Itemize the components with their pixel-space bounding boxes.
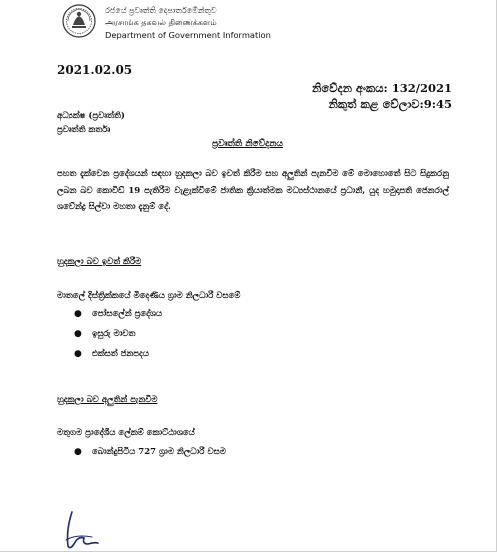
lifted-areas-list [74, 307, 162, 367]
document-title: ප්‍රවෘත්ති නිවේදනය [212, 139, 283, 149]
handwritten-signature-icon [58, 510, 114, 550]
list-item: ● බොන්දුපිටිය 727 ග්‍රාම නිලධාරී වසම [74, 447, 226, 457]
bullet-icon: ● [74, 447, 82, 457]
body-paragraph: පහත දැක්වෙන ප්‍රදේශයන් සඳහා හුදකලා බව ඉවත් කිරීම සහ අලුතින් පැනවීම මේ මොහොතේ සිට සිදුකරනු ලබන බව කොවිඩ් 19 පැතිරීම වැළැක්වීමේ ජාතික ක්‍රියාත්මක මධ්‍යස්ථානයේ ප්‍රධානී, යුද හමුදාපති ජෙනරාල් ශවේන්ද්‍ර සිල්වා මහතා දැනුම් දේ. [57, 169, 449, 212]
bullet-icon: ● [74, 329, 82, 339]
department-name-english: Department of Government Information [105, 30, 271, 40]
list-item: ● පෝසලේන් ප්‍රදේශය [74, 309, 163, 319]
bullet-icon: ● [74, 349, 82, 359]
release-number: නිවේදන අංකය: 132/2021 [312, 81, 452, 95]
list-item: ● එක්සත් ජනපදය [74, 349, 149, 359]
department-name-tamil: அரசாங்க தகவல் திணைக்களம் [105, 18, 217, 27]
bullet-icon: ● [74, 309, 82, 319]
isolated-areas-list [74, 445, 226, 465]
section-subheading-district: මාතලේ දිස්ත්‍රික්කයේ මීදෙණිය ග්‍රාම නිලධාරී වසමේ [57, 291, 241, 301]
department-name-sinhala: රජයේ ප්‍රවෘත්ති දෙපාර්තමේන්තුව [105, 6, 217, 15]
release-date: 2021.02.05 [57, 63, 133, 77]
section-heading-lifting-isolation: හුදකලා බව ඉවත් කිරීම [57, 257, 142, 267]
list-item: ● ඉසුරු මාවත [74, 329, 136, 339]
section-subheading-division: මතුගම ප්‍රාදේශීය ලේකම් කොට්ඨාශයේ [57, 428, 195, 438]
addressee-editor: ප්‍රවෘත්ති කර්තෘ [57, 125, 111, 135]
release-time: නිකුත් කළ වේලාව:9:45 [328, 97, 452, 111]
sri-lanka-emblem-icon [62, 3, 96, 39]
addressee-director: අධ්‍යක්ෂ (ප්‍රවෘත්ති) [57, 111, 125, 121]
section-heading-new-isolation: හුදකලා බව අලුතින් පැනවීම [57, 395, 158, 405]
